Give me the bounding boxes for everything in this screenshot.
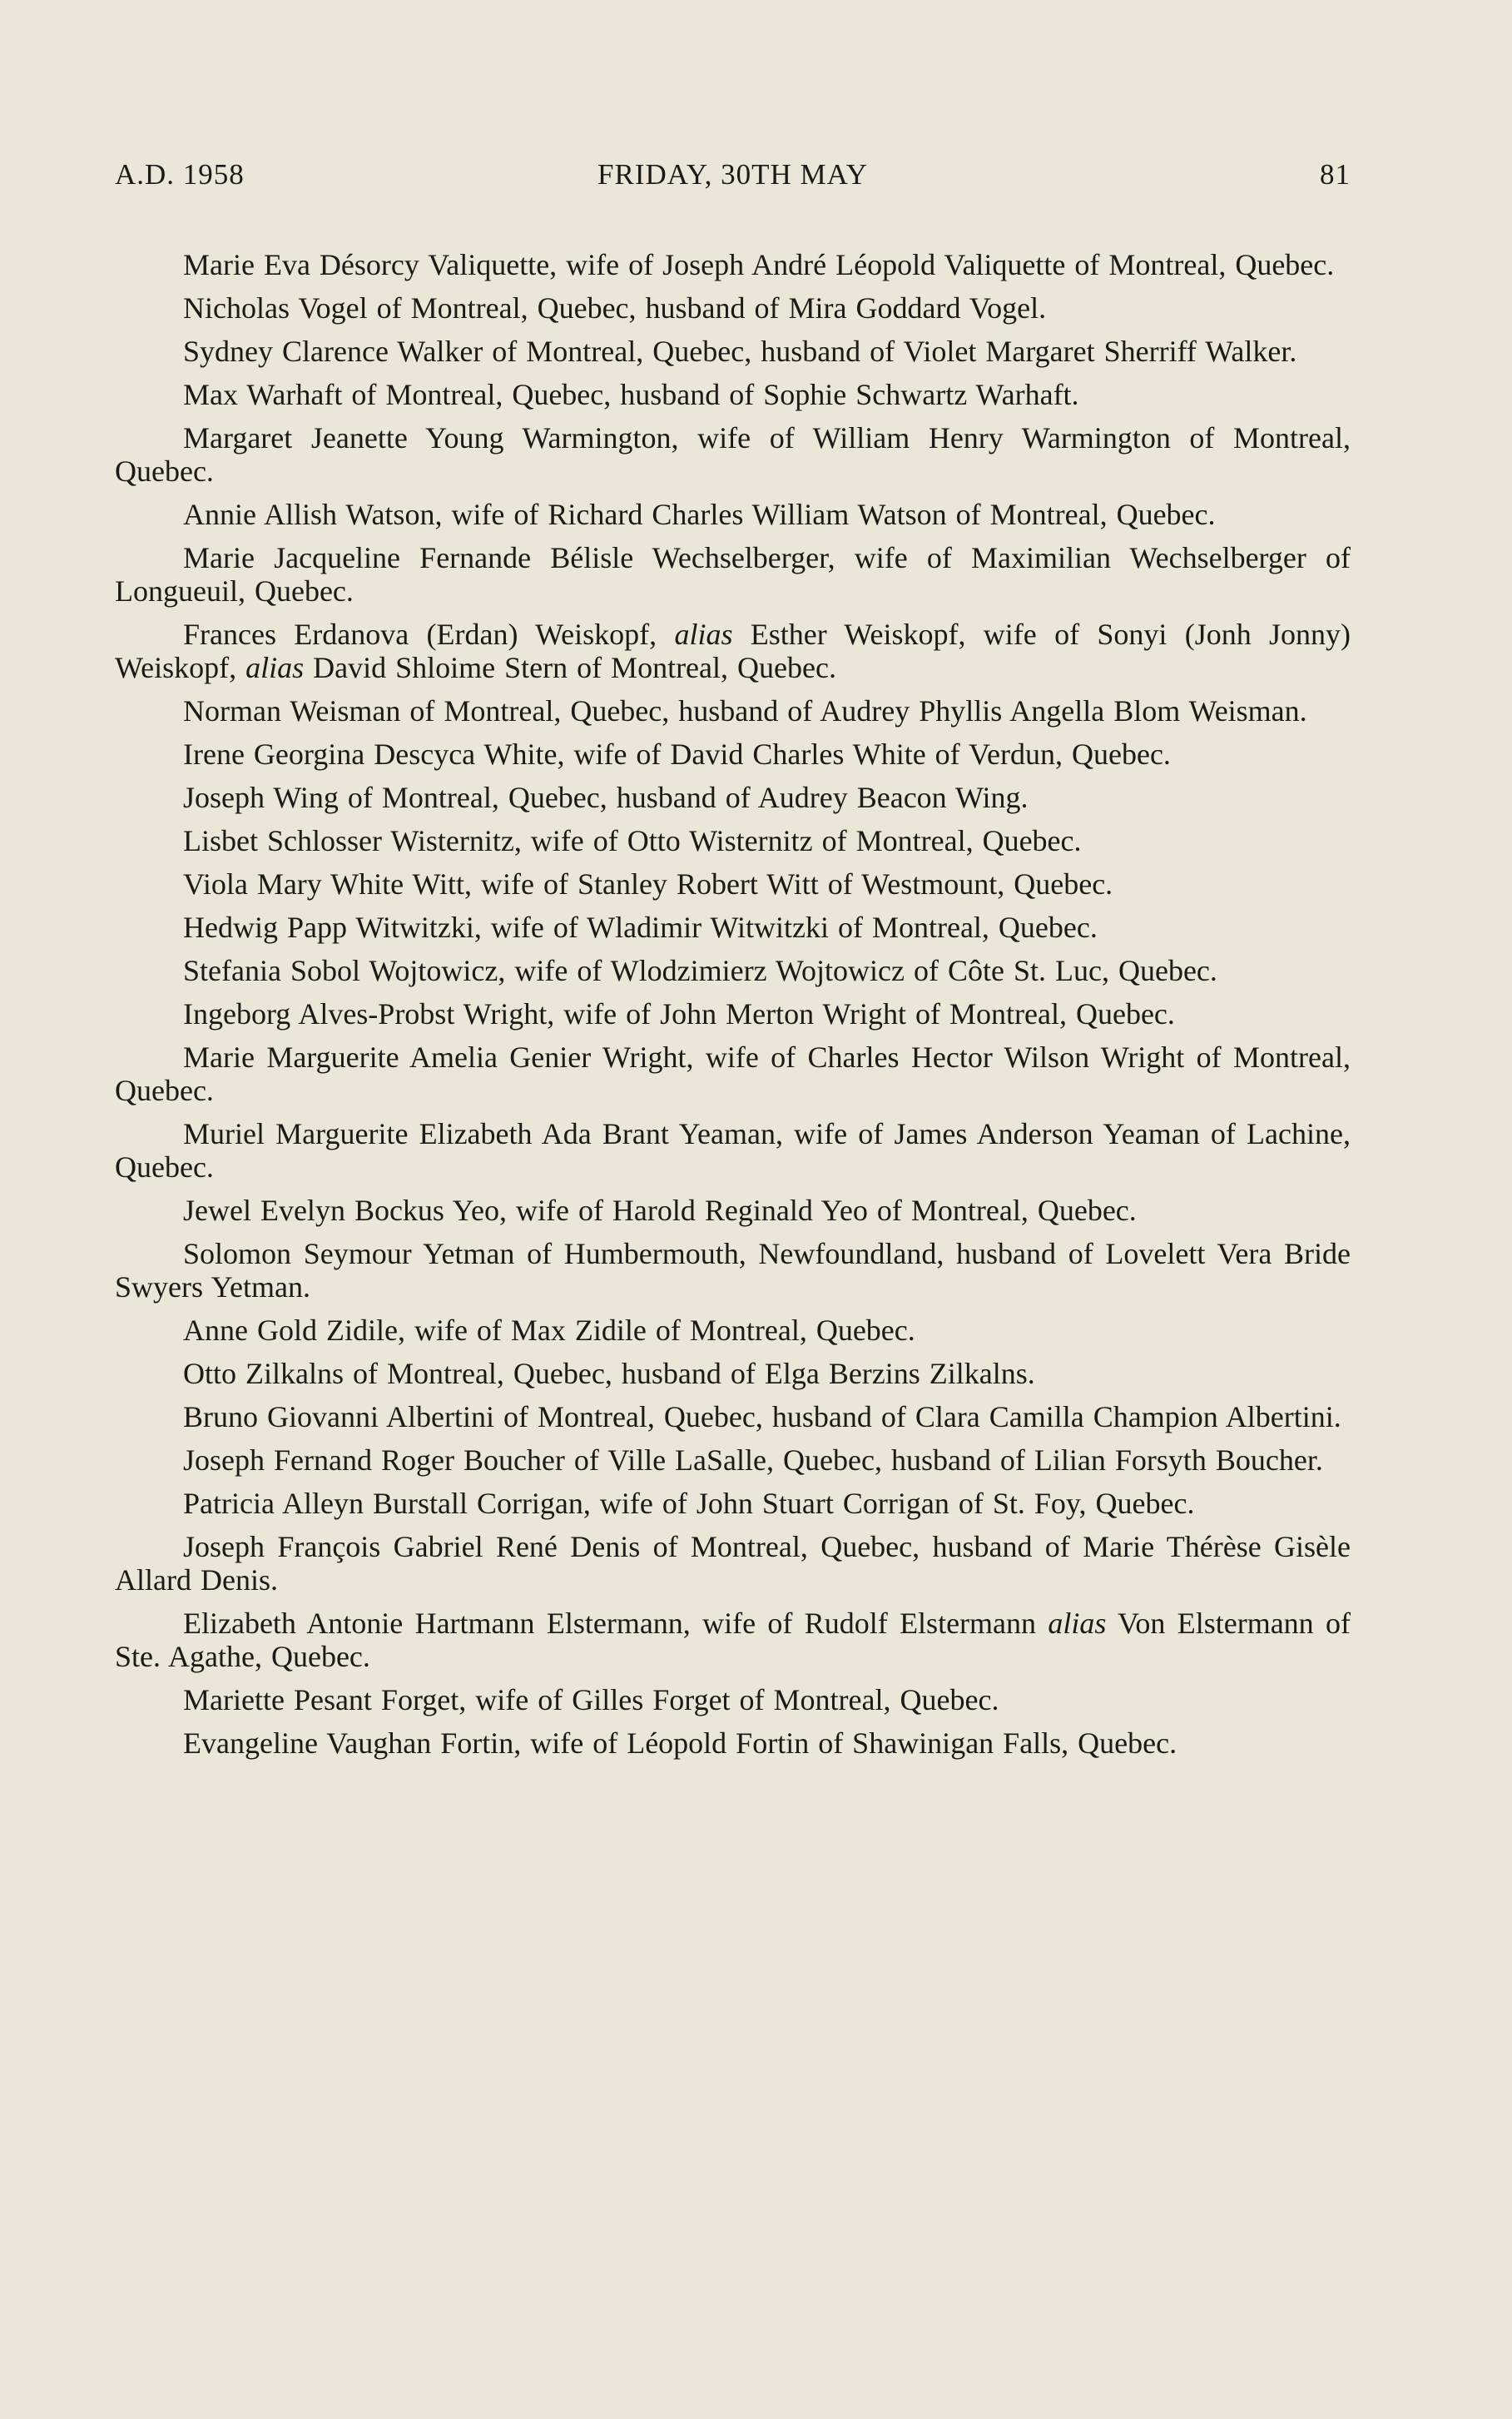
list-item: Joseph François Gabriel René Denis of Montreal, Quebec, husband of Marie Thérèse Gisèle Allard Denis. bbox=[115, 1530, 1351, 1597]
page-number: 81 bbox=[1320, 158, 1351, 191]
list-item: Joseph Wing of Montreal, Quebec, husband of Audrey Beacon Wing. bbox=[183, 781, 1029, 814]
list-item: Evangeline Vaughan Fortin, wife of Léopold Fortin of Shawinigan Falls, Quebec. bbox=[183, 1726, 1177, 1760]
list-item: Marie Jacqueline Fernande Bélisle Wechselberger, wife of Maximilian Wechselberger of Longueuil, Quebec. bbox=[115, 541, 1351, 608]
list-item: Stefania Sobol Wojtowicz, wife of Wlodzimierz Wojtowicz of Côte St. Luc, Quebec. bbox=[183, 954, 1217, 987]
list-item: Muriel Marguerite Elizabeth Ada Brant Yeaman, wife of James Anderson Yeaman of Lachine, Quebec. bbox=[115, 1117, 1351, 1184]
list-item: Mariette Pesant Forget, wife of Gilles Forget of Montreal, Quebec. bbox=[183, 1683, 999, 1716]
list-item: Marie Eva Désorcy Valiquette, wife of Joseph André Léopold Valiquette of Montreal, Quebec. bbox=[183, 248, 1335, 281]
list-item: Marie Marguerite Amelia Genier Wright, wife of Charles Hector Wilson Wright of Montreal, Quebec. bbox=[115, 1041, 1351, 1107]
list-item: Margaret Jeanette Young Warmington, wife of William Henry Warmington of Montreal, Quebec. bbox=[115, 421, 1351, 488]
list-item: Sydney Clarence Walker of Montreal, Quebec, husband of Violet Margaret Sherriff Walker. bbox=[183, 335, 1297, 368]
list-item: Annie Allish Watson, wife of Richard Charles William Watson of Montreal, Quebec. bbox=[183, 498, 1216, 531]
list-item: Nicholas Vogel of Montreal, Quebec, husband of Mira Goddard Vogel. bbox=[183, 291, 1047, 325]
list-item: Irene Georgina Descyca White, wife of David Charles White of Verdun, Quebec. bbox=[183, 738, 1171, 771]
list-item: Elizabeth Antonie Hartmann Elstermann, wife of Rudolf Elstermann alias Von Elstermann of Ste. Agathe, Quebec. bbox=[115, 1607, 1351, 1673]
running-header bbox=[115, 158, 1351, 200]
list-item: Anne Gold Zidile, wife of Max Zidile of Montreal, Quebec. bbox=[183, 1314, 915, 1347]
entry-list bbox=[115, 248, 1351, 1770]
list-item: Viola Mary White Witt, wife of Stanley Robert Witt of Westmount, Quebec. bbox=[183, 867, 1113, 901]
header-year: A.D. 1958 bbox=[115, 158, 245, 191]
list-item: Otto Zilkalns of Montreal, Quebec, husband of Elga Berzins Zilkalns. bbox=[183, 1357, 1035, 1390]
list-item: Solomon Seymour Yetman of Humbermouth, Newfoundland, husband of Lovelett Vera Bride Swyers Yetman. bbox=[115, 1237, 1351, 1304]
list-item: Jewel Evelyn Bockus Yeo, wife of Harold Reginald Yeo of Montreal, Quebec. bbox=[183, 1194, 1137, 1227]
list-item: Lisbet Schlosser Wisternitz, wife of Otto Wisternitz of Montreal, Quebec. bbox=[183, 824, 1082, 857]
list-item: Joseph Fernand Roger Boucher of Ville LaSalle, Quebec, husband of Lilian Forsyth Boucher. bbox=[183, 1443, 1323, 1477]
list-item: Max Warhaft of Montreal, Quebec, husband of Sophie Schwartz Warhaft. bbox=[183, 378, 1079, 411]
list-item: Frances Erdanova (Erdan) Weiskopf, alias Esther Weiskopf, wife of Sonyi (Jonh Jonny) Weiskopf, alias David Shloime Stern of Montreal, Quebec. bbox=[115, 618, 1351, 684]
list-item: Bruno Giovanni Albertini of Montreal, Quebec, husband of Clara Camilla Champion Albertini. bbox=[183, 1400, 1341, 1433]
header-date: FRIDAY, 30TH MAY bbox=[597, 158, 868, 191]
list-item: Patricia Alleyn Burstall Corrigan, wife of John Stuart Corrigan of St. Foy, Quebec. bbox=[183, 1487, 1195, 1520]
list-item: Hedwig Papp Witwitzki, wife of Wladimir Witwitzki of Montreal, Quebec. bbox=[183, 911, 1098, 944]
list-item: Norman Weisman of Montreal, Quebec, husband of Audrey Phyllis Angella Blom Weisman. bbox=[183, 694, 1307, 728]
list-item: Ingeborg Alves-Probst Wright, wife of John Merton Wright of Montreal, Quebec. bbox=[183, 997, 1175, 1031]
